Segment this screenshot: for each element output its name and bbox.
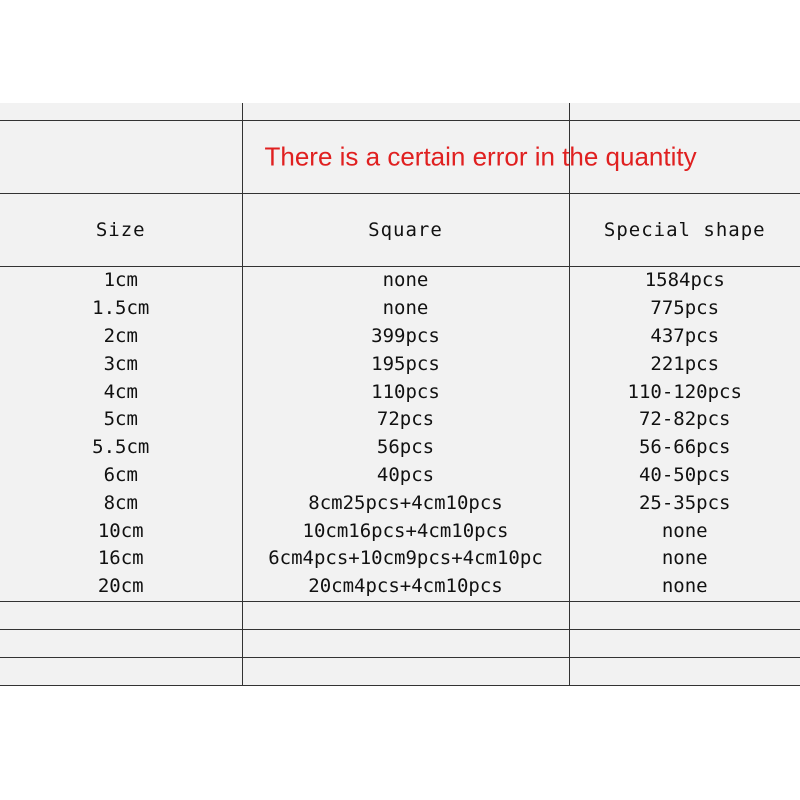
table-row <box>0 295 800 323</box>
size-cell: 5.5cm <box>0 434 242 462</box>
table-row <box>0 350 800 378</box>
square-cell: 399pcs <box>242 323 569 351</box>
special-shape-cell: 110-120pcs <box>569 378 800 406</box>
square-cell: 40pcs <box>242 462 569 490</box>
square-cell: 20cm4pcs+4cm10pcs <box>242 573 569 601</box>
special-shape-cell: 25-35pcs <box>569 489 800 517</box>
table-top-row <box>0 103 800 121</box>
special-shape-cell: 437pcs <box>569 323 800 351</box>
header-special-shape: Special shape <box>569 194 800 267</box>
square-cell: 56pcs <box>242 434 569 462</box>
special-shape-cell: none <box>569 545 800 573</box>
special-shape-cell: none <box>569 517 800 545</box>
size-cell: 2cm <box>0 323 242 351</box>
notice-cell <box>242 121 697 194</box>
special-shape-cell: 72-82pcs <box>569 406 800 434</box>
table-row <box>0 406 800 434</box>
special-shape-cell: 40-50pcs <box>569 462 800 490</box>
special-shape-cell: 1584pcs <box>569 267 800 295</box>
special-shape-cell: 221pcs <box>569 350 800 378</box>
blank-row <box>0 629 800 657</box>
table-row <box>0 462 800 490</box>
table-row <box>0 323 800 351</box>
special-shape-cell: 56-66pcs <box>569 434 800 462</box>
size-cell: 1cm <box>0 267 242 295</box>
blank-row <box>0 601 800 629</box>
size-cell: 16cm <box>0 545 242 573</box>
size-cell: 8cm <box>0 489 242 517</box>
table-row <box>0 434 800 462</box>
table-row <box>0 267 800 295</box>
quantity-table-sheet <box>0 103 800 686</box>
special-shape-cell: none <box>569 573 800 601</box>
square-cell: 110pcs <box>242 378 569 406</box>
square-cell: 72pcs <box>242 406 569 434</box>
blank-row <box>0 657 800 685</box>
square-cell: none <box>242 267 569 295</box>
table-row <box>0 545 800 573</box>
size-cell: 3cm <box>0 350 242 378</box>
square-cell: 6cm4pcs+10cm9pcs+4cm10pc <box>242 545 569 573</box>
table-row <box>0 517 800 545</box>
size-cell: 20cm <box>0 573 242 601</box>
square-cell: none <box>242 295 569 323</box>
table-row <box>0 489 800 517</box>
square-cell: 8cm25pcs+4cm10pcs <box>242 489 569 517</box>
size-cell: 4cm <box>0 378 242 406</box>
quantity-error-notice: There is a certain error in the quantity <box>264 141 697 172</box>
special-shape-cell: 775pcs <box>569 295 800 323</box>
square-cell: 10cm16pcs+4cm10pcs <box>242 517 569 545</box>
table-row <box>0 573 800 601</box>
header-size: Size <box>0 194 242 267</box>
size-cell: 10cm <box>0 517 242 545</box>
size-cell: 6cm <box>0 462 242 490</box>
size-cell: 5cm <box>0 406 242 434</box>
square-cell: 195pcs <box>242 350 569 378</box>
header-square: Square <box>242 194 569 267</box>
notice-row <box>0 121 800 194</box>
size-cell: 1.5cm <box>0 295 242 323</box>
header-row <box>0 194 800 267</box>
quantity-table <box>0 103 800 686</box>
table-row <box>0 378 800 406</box>
